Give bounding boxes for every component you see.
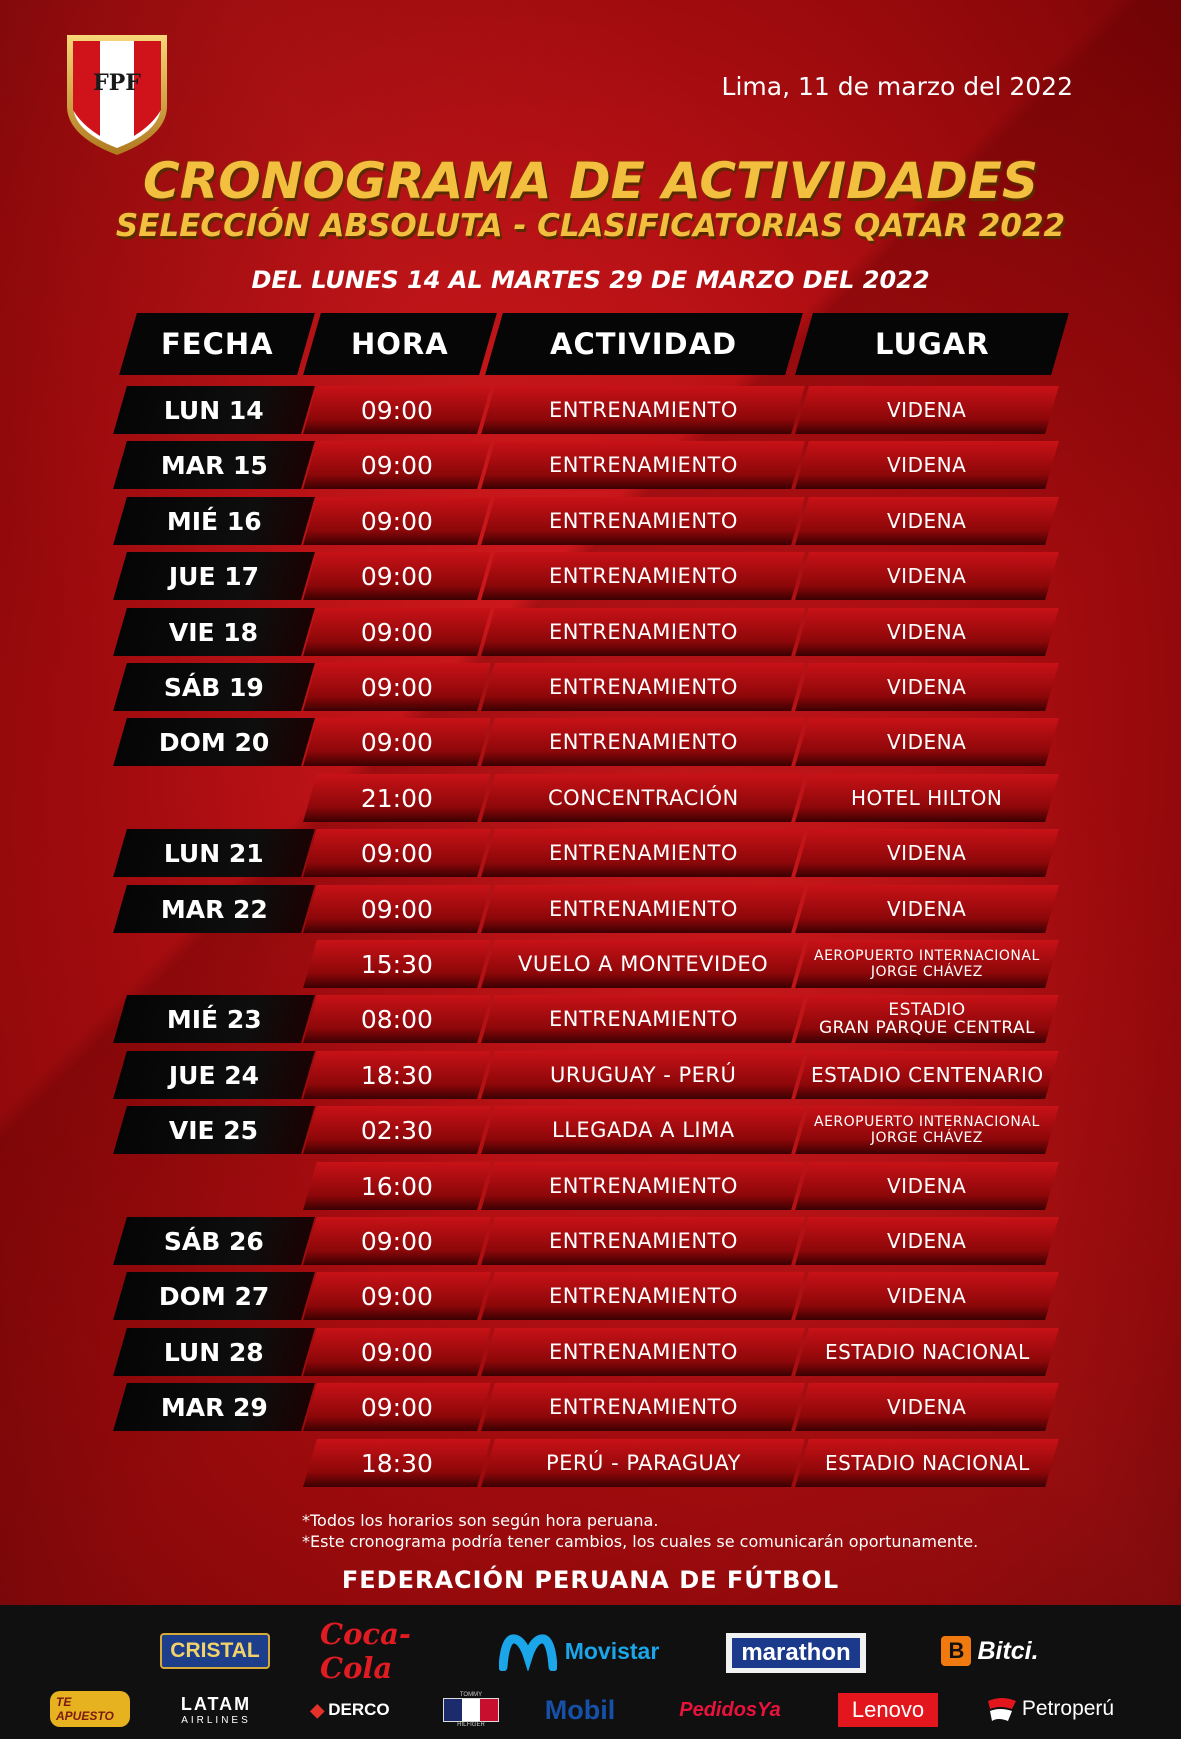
logo-text: FPF (93, 70, 141, 96)
note-line: *Este cronograma podría tener cambios, los cuales se comunicarán oportunamente. (302, 1532, 979, 1551)
cell-actividad: ENTRENAMIENTO (481, 552, 805, 600)
cell-fecha: LUN 14 (113, 386, 315, 434)
cell-hora: 09:00 (303, 386, 491, 434)
cell-lugar: VIDENA (795, 552, 1059, 600)
cell-lugar: VIDENA (795, 441, 1059, 489)
cell-actividad: ENTRENAMIENTO (481, 885, 805, 933)
bitci-b-icon: B (941, 1636, 971, 1666)
cell-actividad: ENTRENAMIENTO (481, 1328, 805, 1376)
cell-lugar: VIDENA (795, 829, 1059, 877)
column-header-actividad: ACTIVIDAD (485, 313, 803, 375)
cell-hora: 09:00 (303, 1383, 491, 1431)
cell-actividad: ENTRENAMIENTO (481, 497, 805, 545)
cell-actividad: ENTRENAMIENTO (481, 829, 805, 877)
cell-fecha: DOM 20 (113, 718, 315, 766)
cell-fecha: VIE 18 (113, 608, 315, 656)
cell-hora: 09:00 (303, 885, 491, 933)
cell-lugar: VIDENA (795, 386, 1059, 434)
table-row (0, 1162, 1181, 1212)
note-line: *Todos los horarios son según hora peruana. (302, 1511, 659, 1530)
cell-hora: 02:30 (303, 1106, 491, 1154)
table-row (0, 441, 1181, 491)
page-subtitle: SELECCIÓN ABSOLUTA - CLASIFICATORIAS QATAR 2022 (115, 208, 1066, 244)
table-row (0, 829, 1181, 879)
cell-fecha: MAR 29 (113, 1383, 315, 1431)
sponsor-bar (0, 1605, 1181, 1739)
cell-lugar: ESTADIO NACIONAL (795, 1328, 1059, 1376)
table-row (0, 940, 1181, 990)
cell-lugar: VIDENA (795, 1272, 1059, 1320)
cell-actividad: LLEGADA A LIMA (481, 1106, 805, 1154)
tommy-flag-icon (443, 1698, 499, 1722)
cell-hora: 09:00 (303, 1328, 491, 1376)
table-row (0, 552, 1181, 602)
page-title: CRONOGRAMA DE ACTIVIDADES (143, 152, 1038, 210)
derco-logo: ◆ DERCO (310, 1699, 390, 1720)
cell-hora: 18:30 (303, 1439, 491, 1487)
cell-lugar: AEROPUERTO INTERNACIONAL JORGE CHÁVEZ (795, 1106, 1059, 1154)
movistar-m-icon (499, 1631, 557, 1671)
cell-lugar: VIDENA (795, 718, 1059, 766)
cell-lugar: ESTADIO GRAN PARQUE CENTRAL (795, 995, 1059, 1043)
cell-fecha: JUE 17 (113, 552, 315, 600)
movistar-text: Movistar (564, 1637, 660, 1664)
cell-fecha: MIÉ 23 (113, 995, 315, 1043)
cell-lugar: ESTADIO CENTENARIO (795, 1051, 1059, 1099)
cell-lugar: AEROPUERTO INTERNACIONAL JORGE CHÁVEZ (795, 940, 1059, 988)
table-row (0, 663, 1181, 713)
cell-hora: 09:00 (303, 552, 491, 600)
mobil-logo: Mobil (544, 1694, 616, 1725)
cell-actividad: URUGUAY - PERÚ (481, 1051, 805, 1099)
cell-hora: 09:00 (303, 663, 491, 711)
table-row (0, 497, 1181, 547)
petroperu-flag-icon (986, 1695, 1018, 1723)
cell-hora: 09:00 (303, 497, 491, 545)
bitci-logo: B Bitci. (930, 1629, 1050, 1673)
derco-diamond-icon: ◆ (310, 1699, 325, 1720)
cell-actividad: PERÚ - PARAGUAY (481, 1439, 805, 1487)
cell-hora: 08:00 (303, 995, 491, 1043)
cell-lugar: VIDENA (795, 608, 1059, 656)
cell-hora: 18:30 (303, 1051, 491, 1099)
cell-fecha: SÁB 26 (113, 1217, 315, 1265)
table-row (0, 386, 1181, 436)
latam-logo: LATAM AIRLINES (180, 1694, 252, 1726)
column-header-hora: HORA (303, 313, 497, 375)
cell-hora: 15:30 (303, 940, 491, 988)
cell-lugar: VIDENA (795, 1217, 1059, 1265)
issue-date: Lima, 11 de marzo del 2022 (721, 72, 1073, 101)
cell-actividad: ENTRENAMIENTO (481, 608, 805, 656)
lenovo-logo: Lenovo (838, 1693, 938, 1727)
cell-fecha: MIÉ 16 (113, 497, 315, 545)
table-row (0, 1439, 1181, 1489)
cell-actividad: ENTRENAMIENTO (481, 386, 805, 434)
table-row (0, 885, 1181, 935)
cell-hora: 09:00 (303, 1272, 491, 1320)
cristal-logo: CRISTAL (160, 1625, 270, 1677)
table-row (0, 995, 1181, 1045)
cell-actividad: ENTRENAMIENTO (481, 1217, 805, 1265)
cell-actividad: ENTRENAMIENTO (481, 1383, 805, 1431)
date-range: DEL LUNES 14 AL MARTES 29 DE MARZO DEL 2022 (251, 266, 930, 294)
cell-fecha: MAR 22 (113, 885, 315, 933)
cell-fecha: LUN 28 (113, 1328, 315, 1376)
cell-lugar: ESTADIO NACIONAL (795, 1439, 1059, 1487)
marathon-logo: marathon (726, 1633, 866, 1673)
cell-hora: 09:00 (303, 718, 491, 766)
table-row (0, 608, 1181, 658)
table-row (0, 774, 1181, 824)
cell-lugar: VIDENA (795, 1162, 1059, 1210)
cell-fecha: VIE 25 (113, 1106, 315, 1154)
cell-actividad: VUELO A MONTEVIDEO (481, 940, 805, 988)
cell-lugar: VIDENA (795, 1383, 1059, 1431)
cell-lugar: VIDENA (795, 497, 1059, 545)
cell-actividad: ENTRENAMIENTO (481, 995, 805, 1043)
cell-hora: 09:00 (303, 1217, 491, 1265)
cell-actividad: ENTRENAMIENTO (481, 441, 805, 489)
tommy-logo: TOMMY HILFIGER (442, 1689, 500, 1731)
fpf-shield-logo (64, 32, 170, 158)
cell-lugar: VIDENA (795, 885, 1059, 933)
cell-fecha: LUN 21 (113, 829, 315, 877)
cell-actividad: ENTRENAMIENTO (481, 1272, 805, 1320)
cell-hora: 09:00 (303, 441, 491, 489)
cocacola-logo: Coca-Cola (320, 1617, 411, 1685)
table-row (0, 1106, 1181, 1156)
petroperu-logo: Petroperú (974, 1689, 1126, 1729)
cell-fecha: SÁB 19 (113, 663, 315, 711)
cell-fecha: DOM 27 (113, 1272, 315, 1320)
cell-hora: 09:00 (303, 608, 491, 656)
table-row (0, 1383, 1181, 1433)
cell-fecha: MAR 15 (113, 441, 315, 489)
cell-fecha: JUE 24 (113, 1051, 315, 1099)
column-header-fecha: FECHA (119, 313, 315, 375)
movistar-logo (494, 1627, 664, 1675)
cell-hora: 09:00 (303, 829, 491, 877)
table-row (0, 1217, 1181, 1267)
cell-actividad: ENTRENAMIENTO (481, 1162, 805, 1210)
table-row (0, 718, 1181, 768)
teapuesto-logo: TE APUESTO (50, 1689, 130, 1729)
table-row (0, 1272, 1181, 1322)
cell-lugar: VIDENA (795, 663, 1059, 711)
cell-actividad: ENTRENAMIENTO (481, 718, 805, 766)
column-header-lugar: LUGAR (795, 313, 1069, 375)
pedidosya-logo: PedidosYa (679, 1698, 781, 1721)
cell-lugar: HOTEL HILTON (795, 774, 1059, 822)
cell-hora: 16:00 (303, 1162, 491, 1210)
table-row (0, 1328, 1181, 1378)
federation-name: FEDERACIÓN PERUANA DE FÚTBOL (341, 1566, 840, 1594)
notes (302, 1510, 978, 1552)
cell-hora: 21:00 (303, 774, 491, 822)
table-row (0, 1051, 1181, 1101)
cell-actividad: ENTRENAMIENTO (481, 663, 805, 711)
cell-actividad: CONCENTRACIÓN (481, 774, 805, 822)
